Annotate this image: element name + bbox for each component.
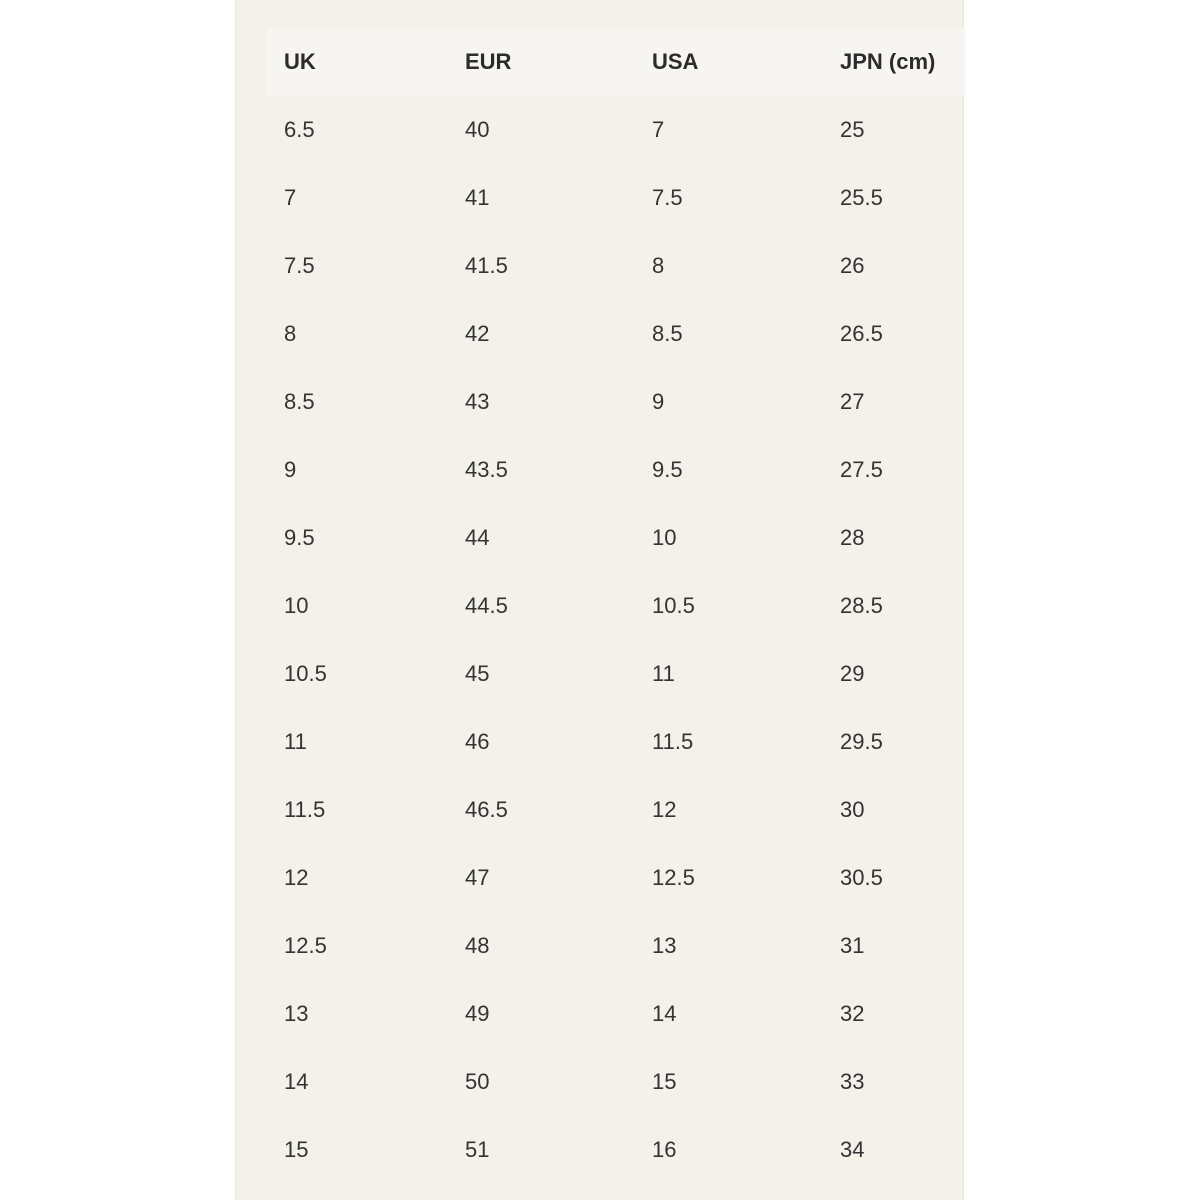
eur-size-cell: 45 bbox=[465, 661, 490, 686]
usa-size-cell: 16 bbox=[652, 1137, 677, 1162]
uk-size-cell: 13 bbox=[284, 1001, 309, 1026]
usa-size-cell: 12 bbox=[652, 797, 677, 822]
table-row bbox=[267, 640, 965, 708]
table-body bbox=[267, 96, 965, 1184]
eur-size-cell: 47 bbox=[465, 865, 490, 890]
jpn-size-cell: 25 bbox=[840, 117, 865, 142]
table-row bbox=[267, 708, 965, 776]
jpn-size-cell: 25.5 bbox=[840, 185, 883, 210]
table-row bbox=[267, 368, 965, 436]
eur-size-cell: 41.5 bbox=[465, 253, 508, 278]
uk-size-cell: 15 bbox=[284, 1137, 309, 1162]
eur-size-cell: 46.5 bbox=[465, 797, 508, 822]
uk-size-cell: 7 bbox=[284, 185, 297, 210]
eur-size-cell: 41 bbox=[465, 185, 490, 210]
jpn-size-cell: 28 bbox=[840, 525, 865, 550]
usa-size-cell: 9 bbox=[652, 389, 665, 414]
usa-size-cell: 12.5 bbox=[652, 865, 695, 890]
header-row bbox=[267, 28, 965, 96]
eur-size-cell: 49 bbox=[465, 1001, 490, 1026]
usa-size-cell: 7 bbox=[652, 117, 665, 142]
eur-size-cell: 51 bbox=[465, 1137, 490, 1162]
jpn-size-cell: 29.5 bbox=[840, 729, 883, 754]
jpn-size-cell: 29 bbox=[840, 661, 865, 686]
size-chart-panel bbox=[235, 0, 964, 1200]
eur-size-cell: 44.5 bbox=[465, 593, 508, 618]
usa-size-cell: 11.5 bbox=[652, 729, 694, 754]
header-uk: UK bbox=[267, 28, 448, 96]
eur-size-cell: 44 bbox=[465, 525, 490, 550]
usa-size-cell: 15 bbox=[652, 1069, 677, 1094]
usa-size-cell: 13 bbox=[652, 933, 677, 958]
eur-size-cell: 42 bbox=[465, 321, 490, 346]
uk-size-cell: 9 bbox=[284, 457, 297, 482]
table-row bbox=[267, 912, 965, 980]
usa-size-cell: 10.5 bbox=[652, 593, 695, 618]
jpn-size-cell: 33 bbox=[840, 1069, 865, 1094]
uk-size-cell: 8.5 bbox=[284, 389, 315, 414]
uk-size-cell: 10 bbox=[284, 593, 309, 618]
uk-size-cell: 11.5 bbox=[284, 797, 326, 822]
jpn-size-cell: 27.5 bbox=[840, 457, 883, 482]
uk-size-cell: 12.5 bbox=[284, 933, 327, 958]
jpn-size-cell: 34 bbox=[840, 1137, 865, 1162]
header-usa: USA bbox=[635, 28, 823, 96]
usa-size-cell: 14 bbox=[652, 1001, 677, 1026]
usa-size-cell: 11 bbox=[652, 661, 675, 686]
table-row bbox=[267, 232, 965, 300]
usa-size-cell: 9.5 bbox=[652, 457, 683, 482]
uk-size-cell: 6.5 bbox=[284, 117, 315, 142]
table-row bbox=[267, 164, 965, 232]
jpn-size-cell: 26.5 bbox=[840, 321, 883, 346]
table-row bbox=[267, 844, 965, 912]
eur-size-cell: 40 bbox=[465, 117, 490, 142]
header-jpn: JPN (cm) bbox=[823, 28, 965, 96]
uk-size-cell: 8 bbox=[284, 321, 297, 346]
usa-size-cell: 8.5 bbox=[652, 321, 683, 346]
table-row bbox=[267, 436, 965, 504]
jpn-size-cell: 30.5 bbox=[840, 865, 883, 890]
table-row bbox=[267, 504, 965, 572]
uk-size-cell: 7.5 bbox=[284, 253, 315, 278]
table-row bbox=[267, 1116, 965, 1184]
jpn-size-cell: 30 bbox=[840, 797, 865, 822]
jpn-size-cell: 28.5 bbox=[840, 593, 883, 618]
table-row bbox=[267, 300, 965, 368]
uk-size-cell: 12 bbox=[284, 865, 309, 890]
table-row bbox=[267, 1048, 965, 1116]
eur-size-cell: 43 bbox=[465, 389, 490, 414]
uk-size-cell: 9.5 bbox=[284, 525, 315, 550]
header-eur: EUR bbox=[448, 28, 635, 96]
table-row bbox=[267, 776, 965, 844]
eur-size-cell: 46 bbox=[465, 729, 490, 754]
jpn-size-cell: 27 bbox=[840, 389, 865, 414]
jpn-size-cell: 26 bbox=[840, 253, 865, 278]
uk-size-cell: 10.5 bbox=[284, 661, 327, 686]
usa-size-cell: 10 bbox=[652, 525, 677, 550]
uk-size-cell: 11 bbox=[284, 729, 307, 754]
eur-size-cell: 48 bbox=[465, 933, 490, 958]
jpn-size-cell: 31 bbox=[840, 933, 865, 958]
table-row bbox=[267, 96, 965, 164]
table-header bbox=[267, 28, 965, 96]
uk-size-cell: 14 bbox=[284, 1069, 309, 1094]
table-row bbox=[267, 980, 965, 1048]
size-conversion-table bbox=[267, 28, 965, 1184]
eur-size-cell: 43.5 bbox=[465, 457, 508, 482]
eur-size-cell: 50 bbox=[465, 1069, 490, 1094]
usa-size-cell: 8 bbox=[652, 253, 665, 278]
jpn-size-cell: 32 bbox=[840, 1001, 865, 1026]
usa-size-cell: 7.5 bbox=[652, 185, 683, 210]
table-row bbox=[267, 572, 965, 640]
